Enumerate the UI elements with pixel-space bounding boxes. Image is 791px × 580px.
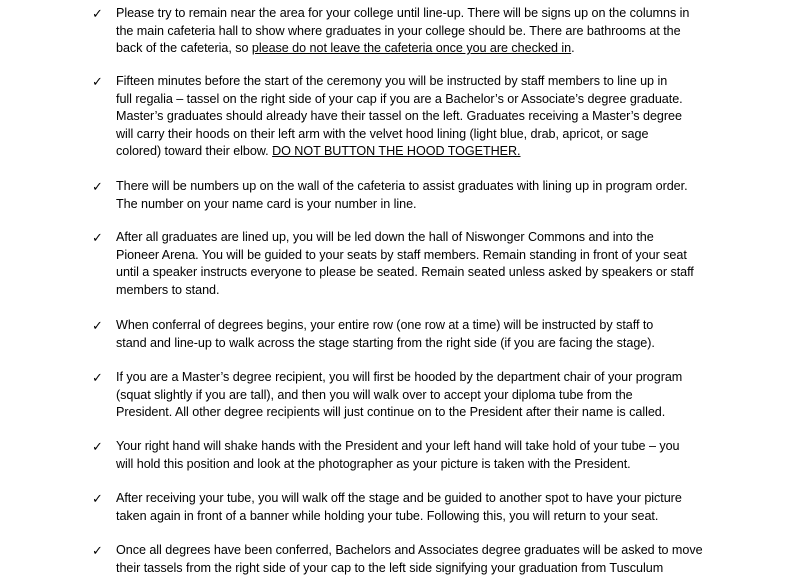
text-run: . [571, 41, 575, 56]
text-line [116, 404, 728, 422]
text-run: will hold this position and look at the photographer as your picture is taken with the President. [116, 456, 631, 471]
text-run: Please try to remain near the area for your college until line-up. There will be signs up on the columns in [116, 6, 690, 20]
text-run: The number on your name card is your number in line. [116, 196, 417, 211]
text-line [116, 196, 728, 214]
text-line [116, 91, 728, 109]
text-run: Your right hand will shake hands with the President and your left hand will take hold of your tube – you [116, 439, 680, 453]
text-run: Fifteen minutes before the start of the ceremony you will be instructed by staff members to line up in [116, 74, 668, 88]
item-text [116, 542, 728, 577]
text-run: back of the cafeteria, so [116, 41, 252, 56]
text-run: There will be numbers up on the wall of the cafeteria to assist graduates with lining up in program order. [116, 179, 688, 193]
checkmark-icon: ✓ [92, 179, 103, 194]
text-line [116, 5, 728, 23]
text-run: will carry their hoods on their left arm with the velvet hood lining (light blue, drab, apricot, or sage [116, 126, 649, 141]
text-line [116, 508, 728, 526]
text-run: full regalia – tassel on the right side of your cap if you are a Bachelor’s or Associate’s degree graduate. [116, 91, 683, 106]
text-line [116, 387, 728, 405]
text-line [116, 73, 728, 91]
checkmark-icon: ✓ [92, 491, 103, 506]
text-run: colored) toward their elbow. [116, 144, 273, 159]
checkmark-icon: ✓ [92, 230, 103, 245]
text-run: their tassels from the right side of your cap to the left side signifying your graduation from Tusculum [116, 560, 664, 575]
item-text [116, 369, 728, 422]
text-line [116, 23, 728, 41]
text-line [116, 335, 728, 353]
text-run: When conferral of degrees begins, your entire row (one row at a time) will be instructed by staff to [116, 318, 654, 332]
text-line [116, 438, 728, 456]
text-line [116, 317, 728, 335]
text-run: Master’s graduates should already have their tassel on the left. Graduates receiving a Master’s degree [116, 109, 682, 124]
text-line [116, 229, 728, 247]
text-line [116, 542, 728, 560]
underlined-text-run: DO NOT BUTTON THE HOOD TOGETHER. [272, 144, 521, 159]
text-line [116, 247, 728, 265]
checkmark-icon: ✓ [92, 439, 103, 454]
checkmark-icon: ✓ [92, 370, 103, 385]
text-line [116, 282, 728, 300]
checkmark-icon: ✓ [92, 74, 103, 89]
text-run: President. All other degree recipients will just continue on to the President after their name is called. [116, 405, 666, 420]
checkmark-icon: ✓ [92, 318, 103, 333]
text-line [116, 369, 728, 387]
text-run: the main cafeteria hall to show where graduates in your college should be. There are bathrooms at the [116, 23, 681, 38]
text-run: Once all degrees have been conferred, Bachelors and Associates degree graduates will be asked to move [116, 543, 703, 557]
text-line [116, 108, 728, 126]
text-line [116, 143, 728, 161]
item-text [116, 229, 728, 299]
text-line [116, 490, 728, 508]
text-run: Pioneer Arena. You will be guided to your seats by staff members. Remain standing in front of your seat [116, 247, 687, 262]
text-run: After all graduates are lined up, you will be led down the hall of Niswonger Commons and into the [116, 230, 654, 244]
item-text [116, 5, 728, 58]
text-line [116, 178, 728, 196]
text-run: members to stand. [116, 282, 220, 297]
item-text [116, 438, 728, 473]
text-run: If you are a Master’s degree recipient, you will first be hooded by the department chair of your program [116, 370, 683, 384]
item-text [116, 490, 728, 525]
text-run: taken again in front of a banner while holding your tube. Following this, you will return to your seat. [116, 508, 659, 523]
checkmark-icon: ✓ [92, 6, 103, 21]
text-line [116, 560, 728, 578]
text-line [116, 40, 728, 58]
text-line [116, 264, 728, 282]
checkmark-icon: ✓ [92, 543, 103, 558]
item-text [116, 317, 728, 352]
item-text [116, 178, 728, 213]
text-line [116, 126, 728, 144]
text-run: stand and line-up to walk across the stage starting from the right side (if you are facing the stage). [116, 335, 655, 350]
item-text [116, 73, 728, 161]
text-run: until a speaker instructs everyone to please be seated. Remain seated unless asked by speakers or staff [116, 265, 694, 280]
text-run: After receiving your tube, you will walk off the stage and be guided to another spot to have your picture [116, 491, 682, 505]
text-run: (squat slightly if you are tall), and then you will walk over to accept your diploma tube from the [116, 387, 633, 402]
underlined-text-run: please do not leave the cafeteria once you are checked in [251, 41, 572, 56]
text-line [116, 456, 728, 474]
